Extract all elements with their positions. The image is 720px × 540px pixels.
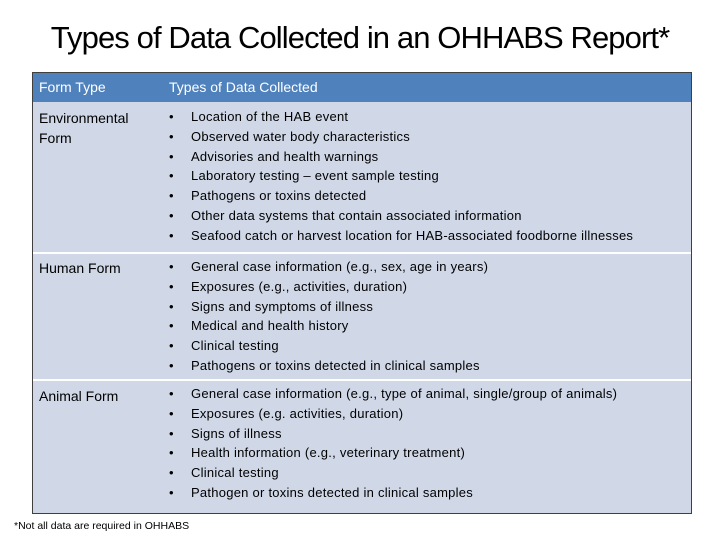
bullet-icon: • — [169, 128, 174, 144]
table-row-environmental — [33, 102, 691, 252]
data-type-list — [169, 107, 633, 245]
list-item — [169, 107, 633, 127]
list-item-text: Advisories and health warnings — [191, 148, 379, 164]
bullet-icon: • — [169, 484, 174, 500]
bullet-icon: • — [169, 445, 174, 461]
list-item — [169, 147, 633, 167]
bullet-icon: • — [169, 168, 174, 184]
header-types-of-data: Types of Data Collected — [169, 79, 318, 95]
bullet-icon: • — [169, 298, 174, 314]
list-item — [169, 226, 633, 246]
list-item — [169, 384, 617, 404]
list-item-text: Clinical testing — [191, 338, 279, 353]
list-item-text: Signs of illness — [191, 425, 282, 441]
list-item-text: Pathogens or toxins detected in clinical samples — [191, 357, 480, 373]
list-item-text: Laboratory testing – event sample testing — [191, 168, 440, 184]
list-item — [169, 186, 633, 206]
footnote: *Not all data are required in OHHABS — [14, 520, 190, 532]
bullet-icon: • — [169, 465, 174, 480]
list-item — [169, 297, 488, 317]
list-item-text: Pathogens or toxins detected — [191, 188, 367, 203]
list-item-text: Exposures (e.g. activities, duration) — [191, 405, 404, 421]
list-item-text: Pathogen or toxins detected in clinical samples — [191, 484, 474, 500]
list-item-text: Other data systems that contain associated information — [191, 207, 522, 223]
list-item — [169, 483, 617, 503]
slide-title: Types of Data Collected in an OHHABS Report* — [50, 20, 670, 55]
list-item-text: General case information (e.g., type of animal, single/group of animals) — [191, 386, 618, 401]
bullet-icon: • — [169, 357, 174, 373]
bullet-icon: • — [169, 386, 174, 401]
form-type-label: Environmental Form — [39, 110, 129, 146]
data-type-list — [169, 257, 488, 376]
header-form-type: Form Type — [39, 79, 106, 95]
bullet-icon: • — [169, 109, 174, 124]
bullet-icon: • — [169, 425, 174, 441]
list-item-text: Observed water body characteristics — [191, 128, 411, 144]
table-header-row — [33, 73, 691, 102]
data-types-table — [32, 72, 692, 514]
list-item — [169, 166, 633, 186]
bullet-icon: • — [169, 207, 174, 223]
form-type-label: Human Form — [39, 260, 121, 276]
bullet-icon: • — [169, 318, 174, 334]
list-item-text: Signs and symptoms of illness — [191, 298, 374, 314]
table-row-animal — [33, 381, 691, 513]
list-item — [169, 404, 617, 424]
list-item-text: General case information (e.g., sex, age in years) — [191, 259, 489, 274]
list-item — [169, 127, 633, 147]
bullet-icon: • — [169, 259, 174, 274]
list-item — [169, 277, 488, 297]
list-item — [169, 336, 488, 356]
list-item-text: Seafood catch or harvest location for HAB-associated foodborne illnesses — [191, 227, 634, 243]
form-type-label: Animal Form — [39, 388, 119, 404]
list-item-text: Health information (e.g., veterinary treatment) — [191, 445, 466, 461]
data-type-list — [169, 384, 617, 503]
list-item — [169, 424, 617, 444]
list-item-text: Medical and health history — [191, 318, 349, 334]
list-item — [169, 356, 488, 376]
list-item — [169, 463, 617, 483]
list-item — [169, 206, 633, 226]
list-item — [169, 257, 488, 277]
list-item — [169, 316, 488, 336]
bullet-icon: • — [169, 278, 174, 294]
list-item-text: Location of the HAB event — [191, 109, 349, 124]
list-item — [169, 443, 617, 463]
bullet-icon: • — [169, 338, 174, 353]
list-item-text: Exposures (e.g., activities, duration) — [191, 278, 408, 294]
bullet-icon: • — [169, 227, 174, 243]
bullet-icon: • — [169, 188, 174, 203]
list-item-text: Clinical testing — [191, 465, 279, 480]
bullet-icon: • — [169, 148, 174, 164]
table-row-human — [33, 254, 691, 379]
bullet-icon: • — [169, 405, 174, 421]
